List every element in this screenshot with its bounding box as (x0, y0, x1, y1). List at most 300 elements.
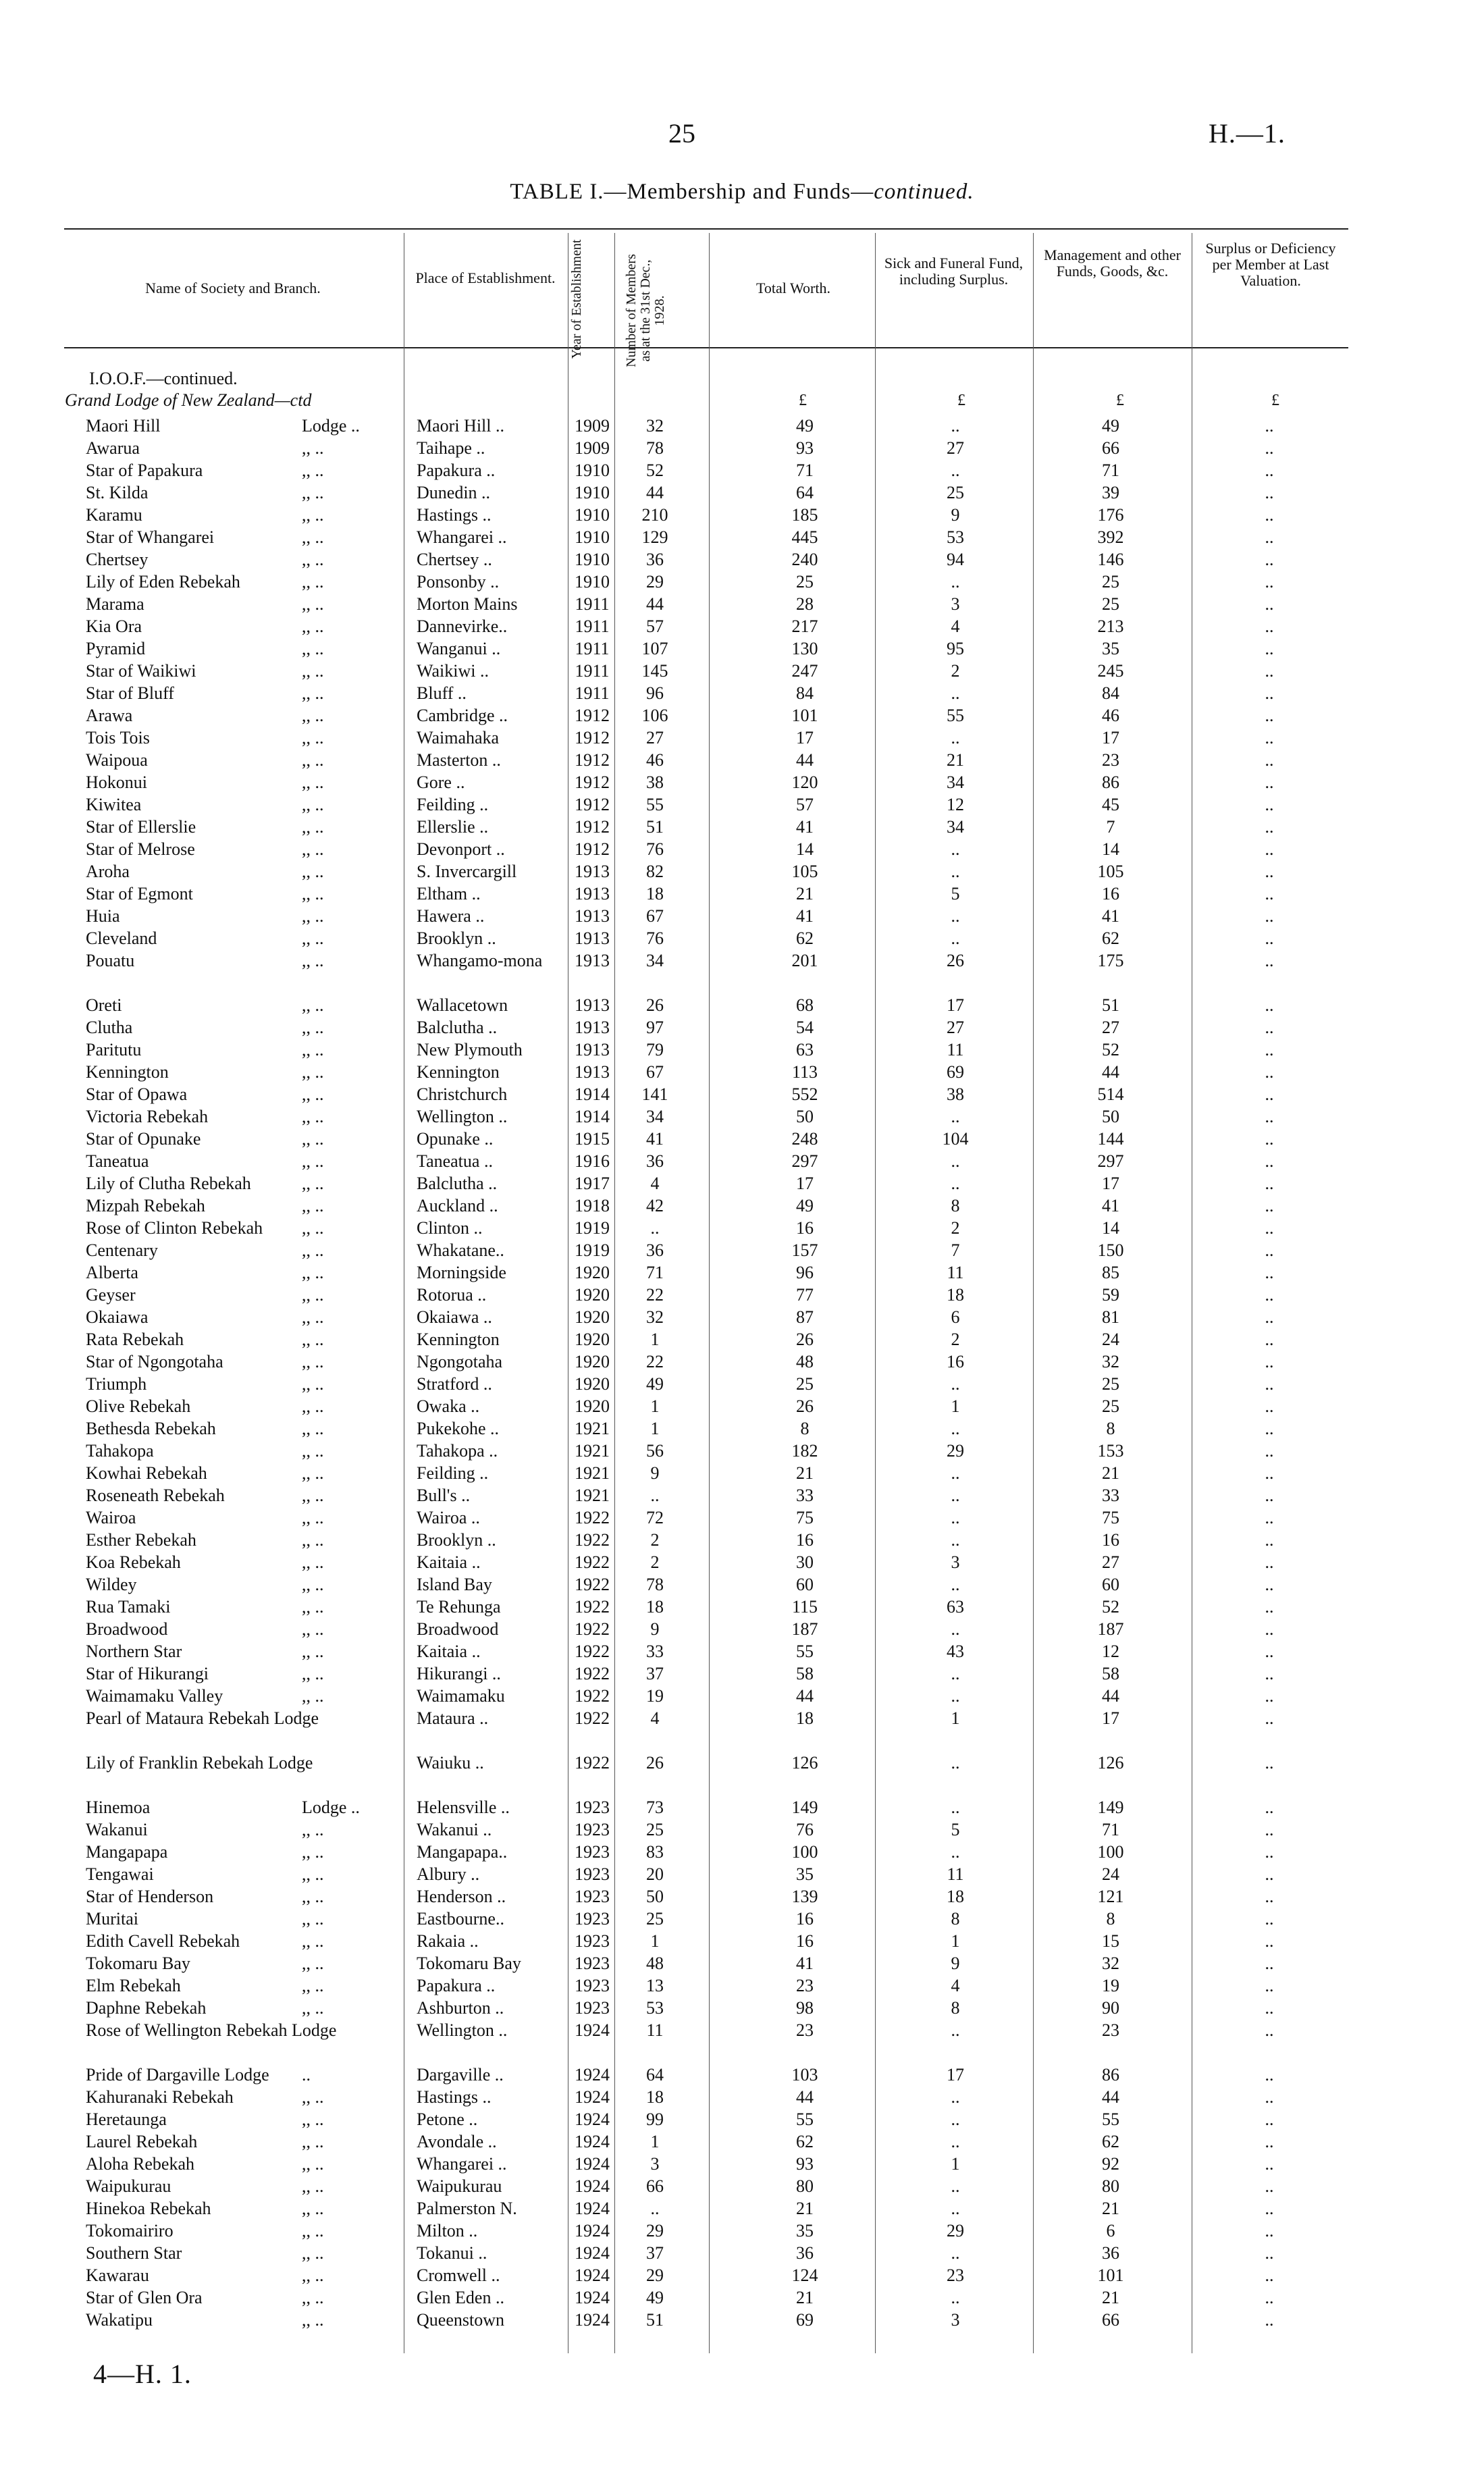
year-cell: 1918 (575, 1196, 610, 1215)
management-fund-cell: 17 (1102, 1708, 1119, 1728)
surplus-cell: .. (1265, 483, 1274, 502)
branch-name: Pride of Dargaville Lodge (86, 2065, 269, 2085)
management-fund-cell: 121 (1097, 1887, 1124, 1906)
year-cell: 1920 (575, 1285, 610, 1305)
surplus-cell: .. (1265, 1575, 1274, 1594)
management-fund-cell: 59 (1102, 1285, 1119, 1305)
surplus-cell: .. (1265, 2310, 1274, 2330)
surplus-cell: .. (1265, 1084, 1274, 1104)
branch-name: Wildey (86, 1575, 137, 1594)
table-row (0, 2130, 1484, 2153)
surplus-cell: .. (1265, 2176, 1274, 2196)
surplus-cell: .. (1265, 1486, 1274, 1505)
total-worth-cell: 30 (796, 1552, 814, 1572)
total-worth-cell: 21 (796, 1463, 814, 1483)
place-cell: Helensville .. (417, 1798, 510, 1817)
branch-name: Lily of Clutha Rebekah (86, 1174, 251, 1193)
year-cell: 1923 (575, 1954, 610, 1973)
total-worth-cell: 93 (796, 2154, 814, 2174)
place-cell: Kennington (417, 1062, 500, 1082)
year-cell: 1912 (575, 839, 610, 859)
sick-fund-cell: .. (951, 683, 960, 703)
year-cell: 1924 (575, 2154, 610, 2174)
surplus-cell: .. (1265, 1909, 1274, 1929)
currency-symbol: £ (957, 392, 965, 409)
branch-name: Taneatua (86, 1151, 149, 1171)
management-fund-cell: 44 (1102, 2087, 1119, 2107)
table-title-continued: continued. (874, 180, 974, 204)
table-row (0, 504, 1484, 526)
branch-suffix: ,, .. (302, 839, 324, 859)
sick-fund-cell: .. (951, 1753, 960, 1773)
sick-fund-cell: .. (951, 906, 960, 926)
management-fund-cell: 297 (1097, 1151, 1124, 1171)
surplus-cell: .. (1265, 2221, 1274, 2241)
table-row (0, 526, 1484, 548)
total-worth-cell: 105 (791, 862, 818, 881)
branch-name: Wairoa (86, 1508, 136, 1527)
table-row (0, 1529, 1484, 1551)
place-cell: Kaitaia .. (417, 1552, 481, 1572)
year-cell: 1922 (575, 1753, 610, 1773)
table-row (0, 1685, 1484, 1707)
year-cell: 1920 (575, 1330, 610, 1349)
sick-fund-cell: .. (951, 1508, 960, 1527)
management-fund-cell: 39 (1102, 483, 1119, 502)
branch-name: Star of Egmont (86, 884, 193, 903)
table-title (0, 180, 1484, 205)
branch-suffix: ,, .. (302, 683, 324, 703)
branch-suffix: ,, .. (302, 1062, 324, 1082)
sick-fund-cell: .. (951, 1151, 960, 1171)
place-cell: Brooklyn .. (417, 1530, 496, 1550)
sick-fund-cell: 2 (951, 661, 960, 681)
table-row (0, 883, 1484, 905)
surplus-cell: .. (1265, 505, 1274, 525)
management-fund-cell: 46 (1102, 706, 1119, 725)
table-row (0, 771, 1484, 793)
members-cell: 82 (646, 862, 664, 881)
sick-fund-cell: .. (951, 416, 960, 436)
branch-name: Tengawai (86, 1864, 154, 1884)
members-cell: 72 (646, 1508, 664, 1527)
members-cell: 51 (646, 817, 664, 837)
members-cell: 34 (646, 1107, 664, 1126)
table-row (0, 682, 1484, 704)
place-cell: Wanganui .. (417, 639, 501, 658)
surplus-cell: .. (1265, 2154, 1274, 2174)
surplus-cell: .. (1265, 2288, 1274, 2307)
surplus-cell: .. (1265, 2065, 1274, 2085)
management-fund-cell: 75 (1102, 1508, 1119, 1527)
management-fund-cell: 92 (1102, 2154, 1119, 2174)
sick-fund-cell: .. (951, 728, 960, 748)
header-members: Number of Members as at the 31st Dec., 1928. (624, 254, 667, 367)
surplus-cell: .. (1265, 1419, 1274, 1438)
branch-name: Mangapapa (86, 1842, 168, 1862)
year-cell: 1920 (575, 1352, 610, 1371)
total-worth-cell: 8 (800, 1419, 810, 1438)
total-worth-cell: 58 (796, 1664, 814, 1683)
branch-name: Star of Waikiwi (86, 661, 196, 681)
year-cell: 1923 (575, 1842, 610, 1862)
sick-fund-cell: .. (951, 2132, 960, 2151)
place-cell: Broadwood (417, 1619, 499, 1639)
total-worth-cell: 445 (791, 527, 818, 547)
management-fund-cell: 176 (1097, 505, 1124, 525)
table-row (0, 860, 1484, 883)
branch-suffix: ,, .. (302, 1820, 324, 1839)
members-cell: 57 (646, 617, 664, 636)
table-row (0, 1573, 1484, 1596)
members-cell: 76 (646, 928, 664, 948)
members-cell: 66 (646, 2176, 664, 2196)
branch-suffix: ,, .. (302, 1976, 324, 1995)
branch-name: Star of Ngongotaha (86, 1352, 223, 1371)
surplus-cell: .. (1265, 1597, 1274, 1617)
management-fund-cell: 17 (1102, 728, 1119, 748)
management-fund-cell: 392 (1097, 527, 1124, 547)
table-row (0, 1261, 1484, 1284)
sick-fund-cell: 43 (947, 1642, 964, 1661)
members-cell: 55 (646, 795, 664, 814)
surplus-cell: .. (1265, 1798, 1274, 1817)
members-cell: 9 (650, 1463, 660, 1483)
branch-suffix: ,, .. (302, 1151, 324, 1171)
members-cell: 76 (646, 839, 664, 859)
branch-name: Roseneath Rebekah (86, 1486, 225, 1505)
branch-name: Hokonui (86, 772, 147, 792)
table-row (0, 548, 1484, 571)
table-row (0, 1440, 1484, 1462)
table-row (0, 994, 1484, 1016)
branch-suffix: ,, .. (302, 750, 324, 770)
total-worth-cell: 130 (791, 639, 818, 658)
branch-name: Cleveland (86, 928, 157, 948)
branch-name: Maori Hill (86, 416, 161, 436)
place-cell: Owaka .. (417, 1396, 480, 1416)
branch-suffix: ,, .. (302, 728, 324, 748)
branch-suffix: ,, .. (302, 2199, 324, 2218)
branch-name: Lily of Eden Rebekah (86, 572, 240, 592)
members-cell: 64 (646, 2065, 664, 2085)
management-fund-cell: 23 (1102, 2020, 1119, 2040)
year-cell: 1921 (575, 1463, 610, 1483)
total-worth-cell: 44 (796, 2087, 814, 2107)
total-worth-cell: 77 (796, 1285, 814, 1305)
place-cell: Feilding .. (417, 1463, 489, 1483)
members-cell: 18 (646, 2087, 664, 2107)
year-cell: 1914 (575, 1107, 610, 1126)
total-worth-cell: 84 (796, 683, 814, 703)
branch-name: Star of Melrose (86, 839, 195, 859)
management-fund-cell: 44 (1102, 1062, 1119, 1082)
place-cell: Eltham .. (417, 884, 481, 903)
branch-suffix: ,, .. (302, 2265, 324, 2285)
management-fund-cell: 144 (1097, 1129, 1124, 1149)
sick-fund-cell: .. (951, 1174, 960, 1193)
year-cell: 1922 (575, 1597, 610, 1617)
surplus-cell: .. (1265, 1708, 1274, 1728)
sick-fund-cell: .. (951, 2199, 960, 2218)
branch-name: Elm Rebekah (86, 1976, 181, 1995)
total-worth-cell: 149 (791, 1798, 818, 1817)
sick-fund-cell: 16 (947, 1352, 964, 1371)
header-surplus: Surplus or Deficiency per Member at Last Valuation. (1205, 240, 1336, 289)
place-cell: Avondale .. (417, 2132, 497, 2151)
branch-suffix: ,, .. (302, 772, 324, 792)
place-cell: Wairoa .. (417, 1508, 480, 1527)
branch-suffix: ,, .. (302, 1330, 324, 1349)
branch-suffix: ,, .. (302, 1486, 324, 1505)
sick-fund-cell: 23 (947, 2265, 964, 2285)
members-cell: 141 (641, 1084, 668, 1104)
management-fund-cell: 15 (1102, 1931, 1119, 1951)
total-worth-cell: 17 (796, 728, 814, 748)
branch-suffix: ,, .. (302, 706, 324, 725)
branch-suffix: ,, .. (302, 572, 324, 592)
table-row (0, 1195, 1484, 1217)
branch-name: Okaiawa (86, 1307, 149, 1327)
members-cell: 44 (646, 594, 664, 614)
branch-name: Kawarau (86, 2265, 149, 2285)
year-cell: 1923 (575, 1931, 610, 1951)
place-cell: Dannevirke.. (417, 617, 508, 636)
surplus-cell: .. (1265, 750, 1274, 770)
table-row (0, 1997, 1484, 2019)
surplus-cell: .. (1265, 1508, 1274, 1527)
table-row (0, 1974, 1484, 1997)
members-cell: 36 (646, 1240, 664, 1260)
branch-name: Geyser (86, 1285, 136, 1305)
management-fund-cell: 153 (1097, 1441, 1124, 1461)
header-total: Total Worth. (756, 280, 830, 296)
members-cell: 56 (646, 1441, 664, 1461)
sick-fund-cell: 5 (951, 1820, 960, 1839)
members-cell: 1 (650, 1419, 660, 1438)
branch-suffix: ,, .. (302, 1352, 324, 1371)
total-worth-cell: 26 (796, 1396, 814, 1416)
table-title-main: TABLE I.—Membership and Funds— (510, 180, 874, 204)
total-worth-cell: 120 (791, 772, 818, 792)
branch-name: Kennington (86, 1062, 169, 1082)
management-fund-cell: 49 (1102, 416, 1119, 436)
sick-fund-cell: 18 (947, 1285, 964, 1305)
year-cell: 1913 (575, 995, 610, 1015)
year-cell: 1915 (575, 1129, 610, 1149)
branch-suffix: ,, .. (302, 2221, 324, 2241)
branch-suffix: ,, .. (302, 1129, 324, 1149)
place-cell: Wallacetown (417, 995, 508, 1015)
header-year: Year of Establishment (569, 239, 584, 359)
place-cell: Ponsonby .. (417, 572, 500, 592)
branch-name: Huia (86, 906, 120, 926)
table-row (0, 2019, 1484, 2064)
branch-name: Tokomaru Bay (86, 1954, 190, 1973)
members-cell: 83 (646, 1842, 664, 1862)
branch-name: Star of Ellerslie (86, 817, 196, 837)
surplus-cell: .. (1265, 1664, 1274, 1683)
year-cell: 1913 (575, 928, 610, 948)
table-row (0, 1618, 1484, 1640)
surplus-cell: .. (1265, 2243, 1274, 2263)
sick-fund-cell: 3 (951, 2310, 960, 2330)
surplus-cell: .. (1265, 1174, 1274, 1193)
place-cell: Queenstown (417, 2310, 504, 2330)
management-fund-cell: 81 (1102, 1307, 1119, 1327)
place-cell: Taneatua .. (417, 1151, 493, 1171)
table-row (0, 1506, 1484, 1529)
place-cell: Wellington .. (417, 2020, 508, 2040)
place-cell: Mangapapa.. (417, 1842, 508, 1862)
table-row (0, 1952, 1484, 1974)
table-row (0, 1395, 1484, 1417)
sick-fund-cell: 12 (947, 795, 964, 814)
surplus-cell: .. (1265, 617, 1274, 636)
place-cell: Masterton .. (417, 750, 501, 770)
members-cell: 99 (646, 2110, 664, 2129)
management-fund-cell: 27 (1102, 1552, 1119, 1572)
members-cell: 32 (646, 416, 664, 436)
year-cell: 1922 (575, 1708, 610, 1728)
management-fund-cell: 50 (1102, 1107, 1119, 1126)
branch-suffix: ,, .. (302, 2176, 324, 2196)
branch-name: Koa Rebekah (86, 1552, 181, 1572)
branch-suffix: ,, .. (302, 795, 324, 814)
branch-name: Hinemoa (86, 1798, 151, 1817)
sick-fund-cell: .. (951, 1419, 960, 1438)
surplus-cell: .. (1265, 1062, 1274, 1082)
sick-fund-cell: 26 (947, 951, 964, 970)
branch-suffix: ,, .. (302, 1998, 324, 2018)
table-row (0, 437, 1484, 459)
year-cell: 1924 (575, 2265, 610, 2285)
management-fund-cell: 21 (1102, 2288, 1119, 2307)
sick-fund-cell: 34 (947, 772, 964, 792)
branch-name: Pyramid (86, 639, 146, 658)
table-row (0, 1061, 1484, 1083)
management-fund-cell: 16 (1102, 884, 1119, 903)
branch-suffix: .. (302, 2065, 311, 2085)
sick-fund-cell: 8 (951, 1909, 960, 1929)
total-worth-cell: 182 (791, 1441, 818, 1461)
total-worth-cell: 76 (796, 1820, 814, 1839)
management-fund-cell: 21 (1102, 1463, 1119, 1483)
branch-suffix: ,, .. (302, 995, 324, 1015)
members-cell: 22 (646, 1352, 664, 1371)
surplus-cell: .. (1265, 1129, 1274, 1149)
year-cell: 1921 (575, 1486, 610, 1505)
sick-fund-cell: 21 (947, 750, 964, 770)
members-cell: 1 (650, 2132, 660, 2151)
branch-name: Aroha (86, 862, 130, 881)
branch-name: Star of Henderson (86, 1887, 214, 1906)
members-cell: 51 (646, 2310, 664, 2330)
surplus-cell: .. (1265, 1619, 1274, 1639)
sick-fund-cell: 1 (951, 1708, 960, 1728)
members-cell: 9 (650, 1619, 660, 1639)
branch-suffix: ,, .. (302, 2288, 324, 2307)
total-worth-cell: 62 (796, 928, 814, 948)
sick-fund-cell: .. (951, 572, 960, 592)
surplus-cell: .. (1265, 1976, 1274, 1995)
sick-fund-cell: 3 (951, 1552, 960, 1572)
total-worth-cell: 71 (796, 461, 814, 480)
total-worth-cell: 96 (796, 1263, 814, 1282)
place-cell: Waipukurau (417, 2176, 502, 2196)
sick-fund-cell: .. (951, 2176, 960, 2196)
year-cell: 1910 (575, 461, 610, 480)
surplus-cell: .. (1265, 1018, 1274, 1037)
branch-suffix: ,, .. (302, 1931, 324, 1951)
sick-fund-cell: 11 (947, 1040, 964, 1059)
branch-name: Olive Rebekah (86, 1396, 191, 1416)
surplus-cell: .. (1265, 951, 1274, 970)
members-cell: 25 (646, 1909, 664, 1929)
total-worth-cell: 297 (791, 1151, 818, 1171)
members-cell: 49 (646, 2288, 664, 2307)
management-fund-cell: 62 (1102, 2132, 1119, 2151)
total-worth-cell: 247 (791, 661, 818, 681)
place-cell: Christchurch (417, 1084, 508, 1104)
total-worth-cell: 113 (791, 1062, 818, 1082)
sick-fund-cell: .. (951, 928, 960, 948)
branch-suffix: ,, .. (302, 817, 324, 837)
members-cell: 11 (646, 2020, 664, 2040)
members-cell: 29 (646, 572, 664, 592)
table-row (0, 1885, 1484, 1908)
management-fund-cell: 85 (1102, 1263, 1119, 1282)
year-cell: 1913 (575, 884, 610, 903)
table-row (0, 2086, 1484, 2108)
branch-suffix: ,, .. (302, 928, 324, 948)
management-fund-cell: 21 (1102, 2199, 1119, 2218)
management-fund-cell: 32 (1102, 1352, 1119, 1371)
branch-name: St. Kilda (86, 483, 149, 502)
table-row (0, 1217, 1484, 1239)
sick-fund-cell: 27 (947, 438, 964, 458)
total-worth-cell: 217 (791, 617, 818, 636)
branch-name: Broadwood (86, 1619, 168, 1639)
management-fund-cell: 16 (1102, 1530, 1119, 1550)
total-worth-cell: 28 (796, 594, 814, 614)
table-row (0, 2220, 1484, 2242)
surplus-cell: .. (1265, 1842, 1274, 1862)
surplus-cell: .. (1265, 2132, 1274, 2151)
branch-name: Lily of Franklin Rebekah Lodge (86, 1753, 313, 1773)
branch-name: Edith Cavell Rebekah (86, 1931, 240, 1951)
total-worth-cell: 69 (796, 2310, 814, 2330)
place-cell: Cambridge .. (417, 706, 508, 725)
sick-fund-cell: .. (951, 461, 960, 480)
branch-suffix: ,, .. (302, 1374, 324, 1394)
members-cell: 36 (646, 550, 664, 569)
total-worth-cell: 80 (796, 2176, 814, 2196)
branch-name: Hinekoa Rebekah (86, 2199, 211, 2218)
sick-fund-cell: .. (951, 2110, 960, 2129)
place-cell: Hikurangi .. (417, 1664, 501, 1683)
branch-name: Rose of Wellington Rebekah Lodge (86, 2020, 337, 2040)
surplus-cell: .. (1265, 1330, 1274, 1349)
branch-name: Star of Glen Ora (86, 2288, 203, 2307)
management-fund-cell: 23 (1102, 750, 1119, 770)
place-cell: Taihape .. (417, 438, 485, 458)
table-row (0, 1796, 1484, 1818)
year-cell: 1924 (575, 2243, 610, 2263)
place-cell: Albury .. (417, 1864, 480, 1884)
place-cell: Henderson .. (417, 1887, 506, 1906)
sick-fund-cell: 63 (947, 1597, 964, 1617)
